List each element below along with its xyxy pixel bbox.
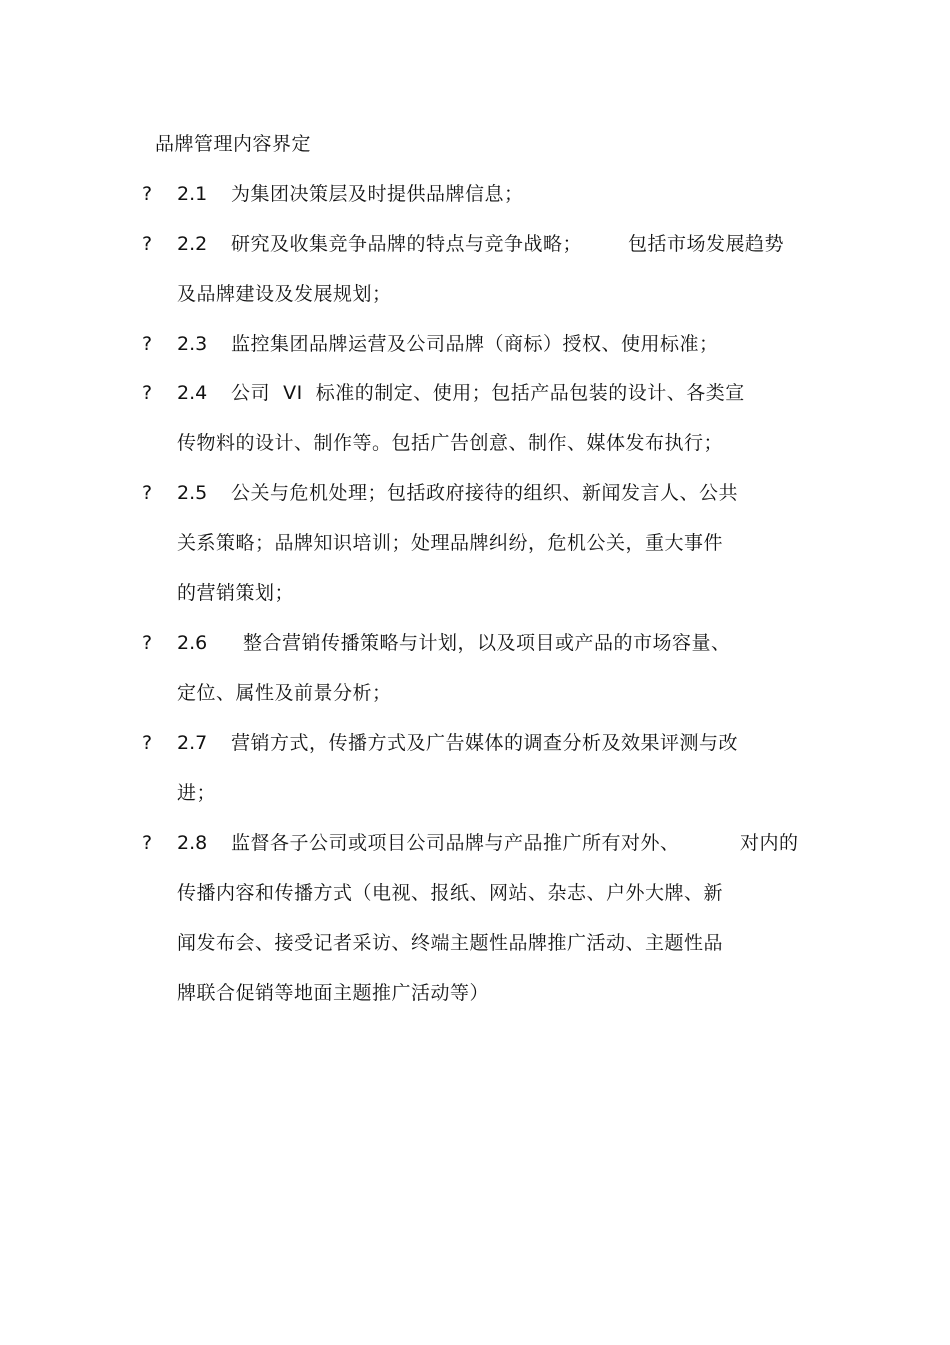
item-text-line: 研究及收集竞争品牌的特点与竞争战略； [231, 233, 583, 255]
item-text-line: 及品牌建设及发展规划； [177, 283, 392, 305]
item-number: 2.7 [177, 732, 208, 754]
item-number: 2.6 [177, 632, 208, 654]
bullet-symbol: ? [142, 333, 153, 355]
item-text-line: 传播内容和传播方式（电视、报纸、网站、杂志、户外大牌、新 [177, 882, 724, 904]
item-number: 2.4 [177, 382, 208, 404]
item-text-line: 闻发布会、接受记者采访、终端主题性品牌推广活动、主题性品 [177, 932, 724, 954]
bullet-symbol: ? [142, 233, 153, 255]
item-text-line: 为集团决策层及时提供品牌信息； [231, 183, 524, 205]
item-text-line: 进； [177, 782, 217, 804]
item-number: 2.1 [177, 183, 208, 205]
bullet-symbol: ? [142, 482, 153, 504]
item-text-line: 包括市场发展趋势 [628, 233, 785, 255]
item-number: 2.2 [177, 233, 208, 255]
item-text-line: 对内的 [740, 832, 799, 854]
bullet-symbol: ? [142, 183, 153, 205]
bullet-symbol: ? [142, 382, 153, 404]
document-title: 品牌管理内容界定 [155, 133, 312, 155]
bullet-symbol: ? [142, 732, 153, 754]
item-text-line: 监控集团品牌运营及公司品牌（商标）授权、使用标准； [231, 333, 719, 355]
item-text-line: 定位、属性及前景分析； [177, 682, 392, 704]
item-text-line: 整合营销传播策略与计划，以及项目或产品的市场容量、 [243, 632, 731, 654]
item-text-line: 传物料的设计、制作等。包括广告创意、制作、媒体发布执行； [177, 432, 724, 454]
item-number: 2.3 [177, 333, 208, 355]
item-text-line: 的营销策划； [177, 582, 295, 604]
bullet-symbol: ? [142, 832, 153, 854]
item-number: 2.5 [177, 482, 208, 504]
bullet-symbol: ? [142, 632, 153, 654]
item-text-line: 公关与危机处理；包括政府接待的组织、新闻发言人、公共 [231, 482, 739, 504]
item-text-line: 关系策略；品牌知识培训；处理品牌纠纷，危机公关，重大事件 [177, 532, 724, 554]
item-number: 2.8 [177, 832, 208, 854]
item-text-line: 公司 VI 标准的制定、使用；包括产品包装的设计、各类宣 [231, 382, 745, 404]
item-text-line: 营销方式，传播方式及广告媒体的调查分析及效果评测与改 [231, 732, 739, 754]
item-text-line: 监督各子公司或项目公司品牌与产品推广所有对外、 [231, 832, 680, 854]
item-text-line: 牌联合促销等地面主题推广活动等） [177, 982, 490, 1004]
